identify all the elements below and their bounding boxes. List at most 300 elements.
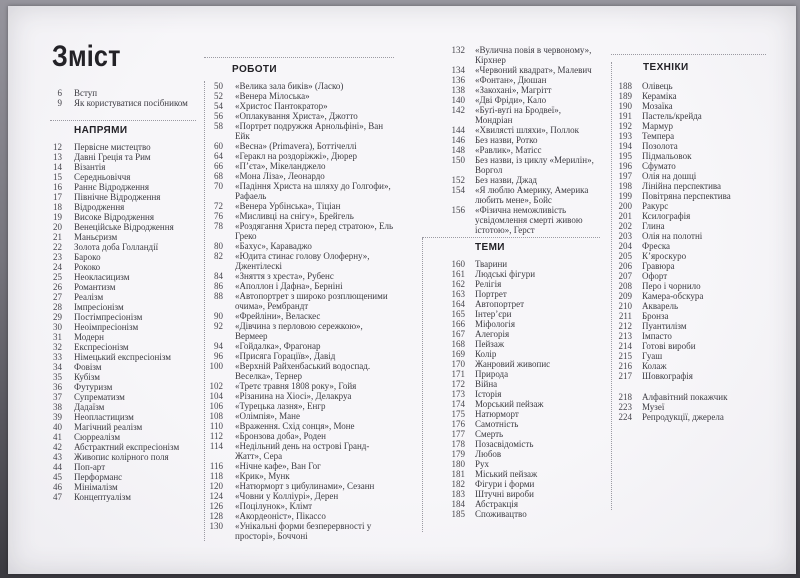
toc-entry [612, 201, 766, 211]
toc-entry-page-number: 150 [451, 155, 465, 165]
toc-entry-page-number: 68 [214, 171, 223, 181]
toc-entry-title: «Червоний квадрат», Малевич [475, 65, 592, 75]
toc-entry [612, 341, 766, 351]
toc-entry-page-number: 148 [451, 145, 465, 155]
toc-entry-page-number: 189 [618, 91, 632, 101]
toc-entry [208, 341, 394, 351]
toc-entry [208, 241, 394, 251]
toc-entry [430, 145, 595, 155]
toc-entry-page-number: 167 [451, 329, 465, 339]
toc-entry-page-number: 26 [53, 282, 62, 292]
toc-entry-page-number: 178 [451, 439, 465, 449]
toc-entry-title: Любов [475, 449, 502, 459]
toc-entry-page-number: 130 [209, 521, 223, 531]
toc-entry-page-number: 15 [53, 172, 62, 182]
toc-entry-title: Постімпресіонізм [74, 312, 143, 322]
toc-entry-page-number: 175 [451, 409, 465, 419]
toc-entry [208, 111, 394, 121]
toc-entry-title: Північне Відродження [74, 192, 161, 202]
toc-entry [612, 241, 766, 251]
column-works [204, 57, 394, 541]
toc-entry [50, 352, 196, 362]
toc-entry-title: «Унікальні форми безперервності у просторі», Боччоні [235, 521, 372, 541]
section-header-techniques: ТЕХНІКИ [643, 62, 689, 73]
toc-entry [50, 452, 196, 462]
toc-entry [430, 85, 595, 95]
toc-entry [430, 75, 595, 85]
toc-entry [50, 382, 196, 392]
toc-entry-title: Природа [475, 369, 509, 379]
toc-entry-page-number: 86 [214, 281, 223, 291]
toc-entry [612, 331, 766, 341]
toc-entry [208, 141, 394, 151]
toc-entry [612, 291, 766, 301]
toc-entry [612, 81, 766, 91]
toc-entry-title: Кераміка [642, 91, 677, 101]
toc-entry-title: «Закохані», Магрітт [475, 85, 552, 95]
column-techniques [611, 54, 766, 510]
intro-list [50, 88, 196, 108]
toc-entry [612, 371, 766, 381]
toc-entry-page-number: 23 [53, 252, 62, 262]
toc-entry-title: Гуаш [642, 351, 663, 361]
toc-entry-title: Колаж [642, 361, 667, 371]
toc-entry-page-number: 177 [451, 429, 465, 439]
toc-entry-page-number: 208 [618, 281, 632, 291]
toc-entry-page-number: 170 [451, 359, 465, 369]
toc-entry [208, 511, 394, 521]
toc-entry-page-number: 218 [618, 392, 632, 402]
column-works-continued [430, 45, 595, 235]
toc-entry [208, 221, 394, 241]
toc-entry [423, 469, 600, 479]
toc-entry [50, 202, 196, 212]
toc-entry-title: «Турецька лазня», Енгр [235, 401, 326, 411]
toc-entry-page-number: 96 [214, 351, 223, 361]
toc-entry-page-number: 198 [618, 181, 632, 191]
toc-entry [612, 221, 766, 231]
toc-entry-title: Історія [475, 389, 502, 399]
toc-entry [612, 151, 766, 161]
toc-entry [50, 162, 196, 172]
toc-entry-page-number: 22 [53, 242, 62, 252]
page-title: Зміст [52, 40, 121, 73]
toc-entry-page-number: 88 [214, 291, 223, 301]
toc-entry-title: Повітряна перспектива [642, 191, 731, 201]
toc-entry [208, 181, 394, 201]
toc-entry-page-number: 182 [451, 479, 465, 489]
toc-entry-page-number: 84 [214, 271, 223, 281]
toc-entry [612, 351, 766, 361]
toc-entry [50, 392, 196, 402]
toc-entry-title: «Венера Мілоська» [235, 91, 310, 101]
toc-entry [208, 521, 394, 541]
toc-entry [50, 332, 196, 342]
toc-entry-title: Самотність [475, 419, 519, 429]
toc-entry-page-number: 188 [618, 81, 632, 91]
toc-entry-title: Без назви, Джад [475, 175, 537, 185]
toc-entry-page-number: 199 [618, 191, 632, 201]
toc-entry-title: Акварель [642, 301, 679, 311]
toc-entry-title: «Христос Пантократор» [235, 101, 328, 111]
toc-entry-title: Релігія [475, 279, 502, 289]
toc-entry-title: Споживацтво [475, 509, 527, 519]
toc-entry-title: Бароко [74, 252, 101, 262]
toc-entry [612, 271, 766, 281]
dotted-divider [611, 54, 766, 55]
toc-entry-page-number: 140 [451, 95, 465, 105]
toc-entry [208, 421, 394, 431]
toc-entry-page-number: 203 [618, 231, 632, 241]
toc-entry-title: Візантія [74, 162, 106, 172]
toc-entry-page-number: 179 [451, 449, 465, 459]
toc-entry [612, 181, 766, 191]
toc-entry-title: «Бронзова доба», Роден [235, 431, 326, 441]
toc-entry-page-number: 28 [53, 302, 62, 312]
toc-entry-page-number: 154 [451, 185, 465, 195]
toc-entry-page-number: 146 [451, 135, 465, 145]
toc-entry [50, 402, 196, 412]
toc-entry [208, 151, 394, 161]
toc-entry [423, 289, 600, 299]
toc-entry-title: «Присяга Гораціїв», Давід [235, 351, 336, 361]
toc-entry-title: Без назви, із циклу «Мерилін», Воргол [475, 155, 594, 175]
toc-entry-title: Фігури і форми [475, 479, 535, 489]
dotted-divider [204, 57, 394, 58]
toc-entry-page-number: 40 [53, 422, 62, 432]
toc-entry [423, 379, 600, 389]
toc-entry-page-number: 64 [214, 151, 223, 161]
toc-entry-page-number: 191 [618, 111, 632, 121]
toc-entry [612, 402, 766, 412]
toc-entry [430, 125, 595, 135]
toc-entry-page-number: 213 [618, 331, 632, 341]
toc-entry-page-number: 20 [53, 222, 62, 232]
toc-entry-page-number: 29 [53, 312, 62, 322]
toc-entry-page-number: 58 [214, 121, 223, 131]
toc-entry [208, 171, 394, 181]
toc-entry-page-number: 116 [209, 461, 223, 471]
toc-entry-page-number: 102 [209, 381, 223, 391]
toc-entry-page-number: 202 [618, 221, 632, 231]
toc-entry-page-number: 106 [209, 401, 223, 411]
toc-entry-page-number: 47 [53, 492, 62, 502]
toc-entry-title: Романтизм [74, 282, 116, 292]
toc-entry-title: Концептуалізм [74, 492, 131, 502]
toc-entry-page-number: 21 [53, 232, 62, 242]
toc-entry [208, 91, 394, 101]
section-header-themes: ТЕМИ [475, 242, 505, 253]
toc-entry [208, 201, 394, 211]
toc-entry-page-number: 195 [618, 151, 632, 161]
toc-entry-page-number: 12 [53, 142, 62, 152]
toc-entry-title: Рух [475, 459, 490, 469]
toc-entry [423, 359, 600, 369]
toc-entry [423, 509, 600, 519]
toc-entry-title: Сфумато [642, 161, 676, 171]
toc-entry-page-number: 163 [451, 289, 465, 299]
toc-entry [50, 262, 196, 272]
toc-entry [423, 399, 600, 409]
toc-entry [50, 292, 196, 302]
toc-entry-title: Людські фігури [475, 269, 536, 279]
toc-entry [612, 101, 766, 111]
toc-entry [612, 161, 766, 171]
toc-entry-page-number: 197 [618, 171, 632, 181]
toc-entry [612, 392, 766, 402]
toc-entry-title: Без назви, Ротко [475, 135, 538, 145]
toc-entry [208, 411, 394, 421]
toc-entry-page-number: 108 [209, 411, 223, 421]
toc-entry-title: «Човни у Колліурі», Дерен [235, 491, 339, 501]
toc-entry-page-number: 56 [214, 111, 223, 121]
toc-entry-page-number: 35 [53, 372, 62, 382]
toc-entry-page-number: 24 [53, 262, 62, 272]
toc-entry [50, 98, 196, 108]
toc-entry-title: «Фізична неможливість усвідомлення смерті живою істотою», Герст [475, 205, 583, 235]
toc-entry [423, 329, 600, 339]
toc-entry-page-number: 164 [451, 299, 465, 309]
toc-entry-title: Як користуватися посібником [74, 98, 188, 108]
toc-entry-title: «Фрейліни», Веласкес [235, 311, 321, 321]
toc-entry [208, 491, 394, 501]
toc-entry [612, 261, 766, 271]
toc-entry-page-number: 41 [53, 432, 62, 442]
toc-entry [423, 479, 600, 489]
toc-entry-title: Фреска [642, 241, 671, 251]
toc-entry-title: Магічний реалізм [74, 422, 143, 432]
toc-entry-title: Пейзаж [475, 339, 505, 349]
toc-entry-title: Перо і чорнило [642, 281, 701, 291]
toc-entry [423, 339, 600, 349]
toc-entry [50, 372, 196, 382]
toc-entry-title: Війна [475, 379, 498, 389]
toc-entry-page-number: 76 [214, 211, 223, 221]
backmatter-list [612, 392, 766, 422]
directions-list [50, 142, 196, 502]
toc-entry-title: «Крик», Мунк [235, 471, 290, 481]
toc-entry [50, 242, 196, 252]
toc-entry-title: «Юдита стинає голову Олоферну», Джентілескі [235, 251, 370, 271]
toc-entry [208, 161, 394, 171]
toc-entry-page-number: 31 [53, 332, 62, 342]
toc-entry-page-number: 136 [451, 75, 465, 85]
toc-entry-page-number: 25 [53, 272, 62, 282]
toc-entry [50, 172, 196, 182]
toc-entry-title: Репродукції, джерела [642, 412, 724, 422]
toc-entry-page-number: 80 [214, 241, 223, 251]
toc-entry-page-number: 112 [209, 431, 223, 441]
toc-entry-title: Інтер’єри [475, 309, 512, 319]
toc-entry-page-number: 196 [618, 161, 632, 171]
toc-entry-page-number: 13 [53, 152, 62, 162]
toc-entry-page-number: 39 [53, 412, 62, 422]
toc-entry-title: «Недільний день на острові Гранд-Жатт», Сера [235, 441, 370, 461]
toc-entry-title: Раннє Відродження [74, 182, 150, 192]
toc-entry-page-number: 16 [53, 182, 62, 192]
toc-entry-page-number: 32 [53, 342, 62, 352]
toc-entry-page-number: 72 [214, 201, 223, 211]
toc-entry [423, 419, 600, 429]
toc-entry-title: Модерн [74, 332, 104, 342]
section-header-works: РОБОТИ [232, 64, 277, 75]
toc-entry [50, 212, 196, 222]
toc-entry-title: «Олімпія», Мане [235, 411, 300, 421]
toc-entry-title: «П’єта», Мікеланджело [235, 161, 326, 171]
toc-entry-title: Колір [475, 349, 497, 359]
toc-entry [50, 142, 196, 152]
toc-entry-title: Лінійна перспектива [642, 181, 722, 191]
toc-entry-title: Фовізм [74, 362, 102, 372]
toc-entry [430, 105, 595, 125]
toc-entry [208, 381, 394, 391]
toc-entry-page-number: 206 [618, 261, 632, 271]
toc-entry-title: «Вулична повія в червоному», Кірхнер [475, 45, 592, 65]
toc-entry-title: Натюрморт [475, 409, 519, 419]
toc-entry-page-number: 17 [53, 192, 62, 202]
toc-entry [423, 269, 600, 279]
toc-entry-title: Позолота [642, 141, 678, 151]
toc-entry [50, 192, 196, 202]
toc-entry-title: «Буґі-вуґі на Бродвеї», Мондріан [475, 105, 561, 125]
toc-entry-page-number: 37 [53, 392, 62, 402]
toc-entry-page-number: 92 [214, 321, 223, 331]
toc-entry [208, 81, 394, 91]
toc-entry-page-number: 166 [451, 319, 465, 329]
themes-list [423, 259, 600, 519]
toc-entry [50, 152, 196, 162]
toc-entry [612, 231, 766, 241]
toc-entry [50, 422, 196, 432]
toc-entry-page-number: 38 [53, 402, 62, 412]
toc-entry [612, 171, 766, 181]
toc-entry-page-number: 66 [214, 161, 223, 171]
toc-entry [208, 431, 394, 441]
toc-entry [50, 182, 196, 192]
toc-entry-page-number: 193 [618, 131, 632, 141]
toc-entry-title: «Хвилясті шляхи», Поллок [475, 125, 579, 135]
toc-entry-title: Рококо [74, 262, 101, 272]
toc-entry [423, 309, 600, 319]
toc-entry-page-number: 190 [618, 101, 632, 111]
toc-entry-page-number: 215 [618, 351, 632, 361]
toc-entry-title: «Равлик», Матісс [475, 145, 542, 155]
toc-entry-title: Сюрреалізм [74, 432, 121, 442]
toc-entry-title: Шовкографія [642, 371, 693, 381]
toc-entry-page-number: 181 [451, 469, 465, 479]
toc-entry-title: Міфологія [475, 319, 516, 329]
toc-entry-page-number: 212 [618, 321, 632, 331]
toc-entry-title: «Акордеоніст», Пікассо [235, 511, 326, 521]
toc-entry-title: Глина [642, 221, 665, 231]
toc-entry-title: Портрет [475, 289, 507, 299]
toc-entry [50, 322, 196, 332]
toc-entry-page-number: 134 [451, 65, 465, 75]
toc-entry-title: Ксилографія [642, 211, 691, 221]
toc-entry [612, 311, 766, 321]
toc-entry [430, 135, 595, 145]
toc-entry-title: Абстракція [475, 499, 518, 509]
toc-entry-page-number: 217 [618, 371, 632, 381]
toc-entry-page-number: 214 [618, 341, 632, 351]
toc-entry-title: Середньовіччя [74, 172, 131, 182]
toc-entry-title: Золота доба Голландії [74, 242, 159, 252]
toc-entry [50, 272, 196, 282]
toc-entry [208, 441, 394, 461]
toc-entry-page-number: 184 [451, 499, 465, 509]
toc-entry-title: «Аполлон і Дафна», Берніні [235, 281, 343, 291]
toc-entry-title: Олія на дошці [642, 171, 697, 181]
toc-entry-title: Ракурс [642, 201, 669, 211]
toc-entry [208, 471, 394, 481]
toc-entry [430, 205, 595, 235]
toc-entry-title: «Третє травня 1808 року», Гойя [235, 381, 357, 391]
toc-entry-page-number: 82 [214, 251, 223, 261]
toc-entry [50, 342, 196, 352]
toc-entry [612, 301, 766, 311]
toc-entry [430, 185, 595, 205]
toc-entry-title: «Оплакування Христа», Джотто [235, 111, 358, 121]
toc-entry-title: Первісне мистецтво [74, 142, 151, 152]
toc-entry-page-number: 174 [451, 399, 465, 409]
toc-entry-title: Кубізм [74, 372, 100, 382]
toc-entry [612, 361, 766, 371]
toc-entry-title: Офорт [642, 271, 668, 281]
toc-entry-page-number: 171 [451, 369, 465, 379]
toc-entry [208, 121, 394, 141]
toc-entry-page-number: 50 [214, 81, 223, 91]
toc-entry-title: Давні Греція та Рим [74, 152, 151, 162]
toc-entry-page-number: 173 [451, 389, 465, 399]
toc-entry-page-number: 211 [618, 311, 632, 321]
toc-entry [612, 141, 766, 151]
toc-entry [423, 459, 600, 469]
toc-entry-title: Штучні вироби [475, 489, 534, 499]
toc-entry-title: Пастель/крейда [642, 111, 702, 121]
toc-entry [423, 389, 600, 399]
toc-entry [430, 95, 595, 105]
toc-entry [612, 321, 766, 331]
toc-entry-page-number: 194 [618, 141, 632, 151]
column-directions [50, 88, 196, 502]
toc-entry [423, 319, 600, 329]
toc-entry-page-number: 192 [618, 121, 632, 131]
toc-entry [50, 432, 196, 442]
toc-entry-title: Пуантилізм [642, 321, 687, 331]
toc-entry-title: «Зняття з хреста», Рубенс [235, 271, 334, 281]
toc-entry-title: Високе Відродження [74, 212, 154, 222]
toc-entry-title: Морський пейзаж [475, 399, 544, 409]
toc-entry-page-number: 169 [451, 349, 465, 359]
toc-entry-page-number: 90 [214, 311, 223, 321]
toc-entry-page-number: 120 [209, 481, 223, 491]
toc-entry-title: Гравюра [642, 261, 675, 271]
toc-entry-title: «Велика зала биків» (Ласко) [235, 81, 344, 91]
toc-entry-title: Перформанс [74, 472, 123, 482]
toc-entry-title: Вступ [74, 88, 98, 98]
toc-entry-title: Тварини [475, 259, 508, 269]
toc-entry-page-number: 138 [451, 85, 465, 95]
toc-entry [612, 121, 766, 131]
toc-entry-title: Автопортрет [475, 299, 525, 309]
toc-entry-title: Мармур [642, 121, 674, 131]
toc-entry [208, 481, 394, 491]
toc-entry-page-number: 27 [53, 292, 62, 302]
toc-entry-title: Міський пейзаж [475, 469, 538, 479]
toc-entry-title: Позасвідомість [475, 439, 534, 449]
toc-entry-page-number: 132 [451, 45, 465, 55]
toc-entry-page-number: 201 [618, 211, 632, 221]
